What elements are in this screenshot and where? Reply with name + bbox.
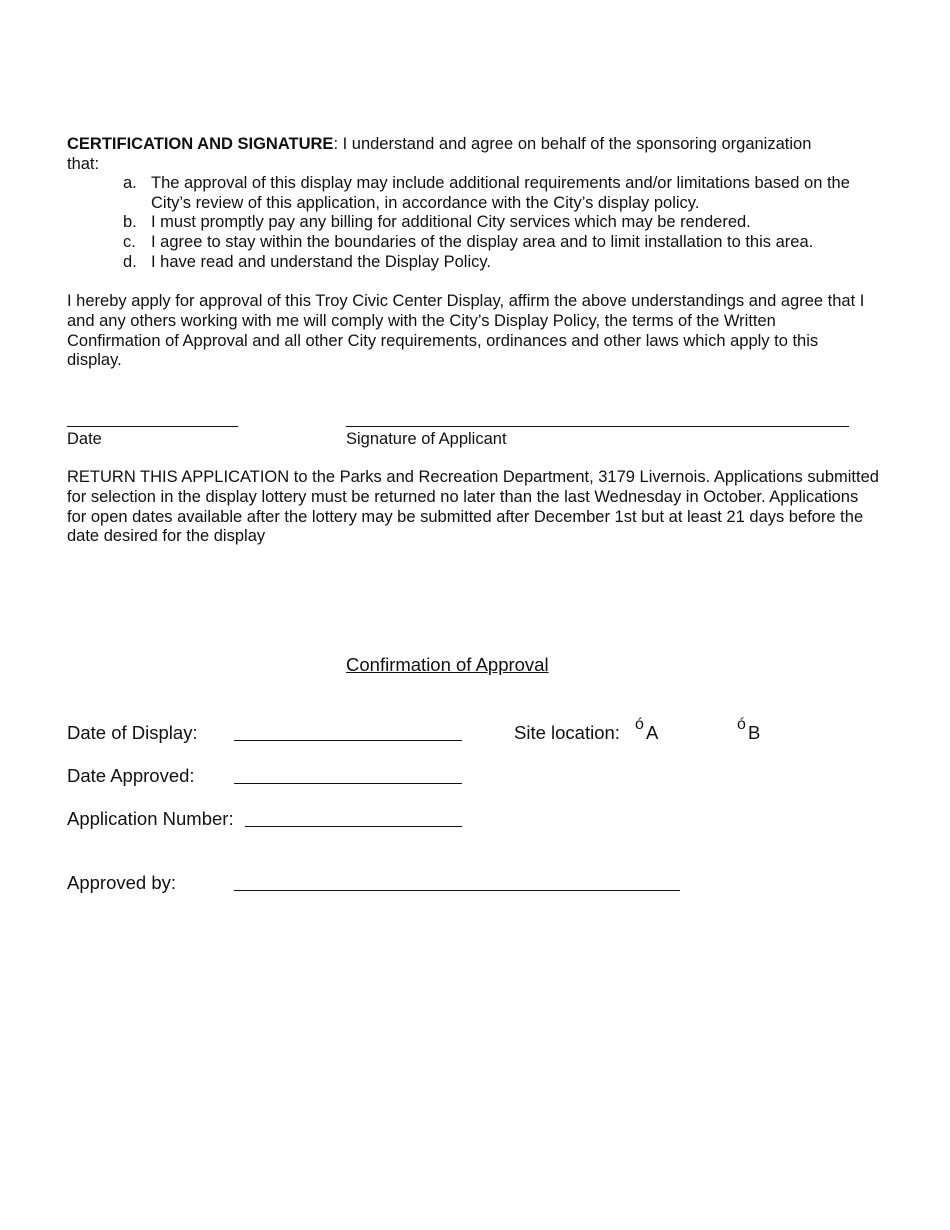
list-item-a-text: The approval of this display may include additional requirements and/or limitations based on the City’s review of this application, in accordance with the City’s display policy. — [151, 174, 850, 212]
list-item-d-text: I have read and understand the Display Policy. — [151, 253, 491, 271]
date-approved-field[interactable] — [234, 783, 462, 784]
site-b-checkbox-icon[interactable]: ó — [737, 716, 746, 733]
date-label: Date — [67, 430, 102, 448]
approved-by-field[interactable] — [234, 890, 680, 891]
site-location-label: Site location: — [514, 722, 620, 743]
confirmation-of-approval-title: Confirmation of Approval — [346, 654, 549, 675]
certification-heading-line-2: that: — [67, 155, 100, 173]
certification-heading: CERTIFICATION AND SIGNATURE — [67, 135, 334, 153]
date-signature-line[interactable] — [67, 426, 238, 427]
date-of-display-field[interactable] — [234, 740, 462, 741]
list-item-b-letter: b. — [123, 213, 137, 231]
applicant-signature-line[interactable] — [346, 426, 849, 427]
application-affirmation-paragraph: I hereby apply for approval of this Troy Civic Center Display, affirm the above understandings and agree that I and any others working with me will comply with the City’s Display Policy, the terms of the Written Confirmation of Approval and all other City requirements, ordinances and other laws which apply to this display. — [67, 292, 865, 370]
list-item-c-text: I agree to stay within the boundaries of the display area and to limit installation to this area. — [151, 233, 814, 251]
site-a-checkbox-icon[interactable]: ó — [635, 716, 644, 733]
list-item-c-letter: c. — [123, 233, 136, 251]
certification-heading-line — [67, 134, 811, 154]
list-item-d-letter: d. — [123, 253, 137, 271]
certification-heading-suffix: : I understand and agree on behalf of the sponsoring organization — [333, 135, 812, 153]
application-number-label: Application Number: — [67, 808, 234, 829]
list-item-b-text: I must promptly pay any billing for additional City services which may be rendered. — [151, 213, 751, 231]
date-approved-label: Date Approved: — [67, 765, 195, 786]
site-a-label: A — [646, 722, 659, 743]
site-b-label: B — [748, 722, 761, 743]
application-number-field[interactable] — [245, 826, 462, 827]
date-of-display-label: Date of Display: — [67, 722, 198, 743]
signature-of-applicant-label: Signature of Applicant — [346, 430, 507, 448]
list-item-a-letter: a. — [123, 174, 137, 192]
return-application-notice: RETURN THIS APPLICATION to the Parks and Recreation Department, 3179 Livernois. Applications submitted for selection in the display lottery must be returned no later than the last Wednesday in October. Applications for open dates available after the lottery may be submitted after December 1st but at least 21 days before the date desired for the display — [67, 468, 879, 546]
approved-by-label: Approved by: — [67, 872, 177, 893]
